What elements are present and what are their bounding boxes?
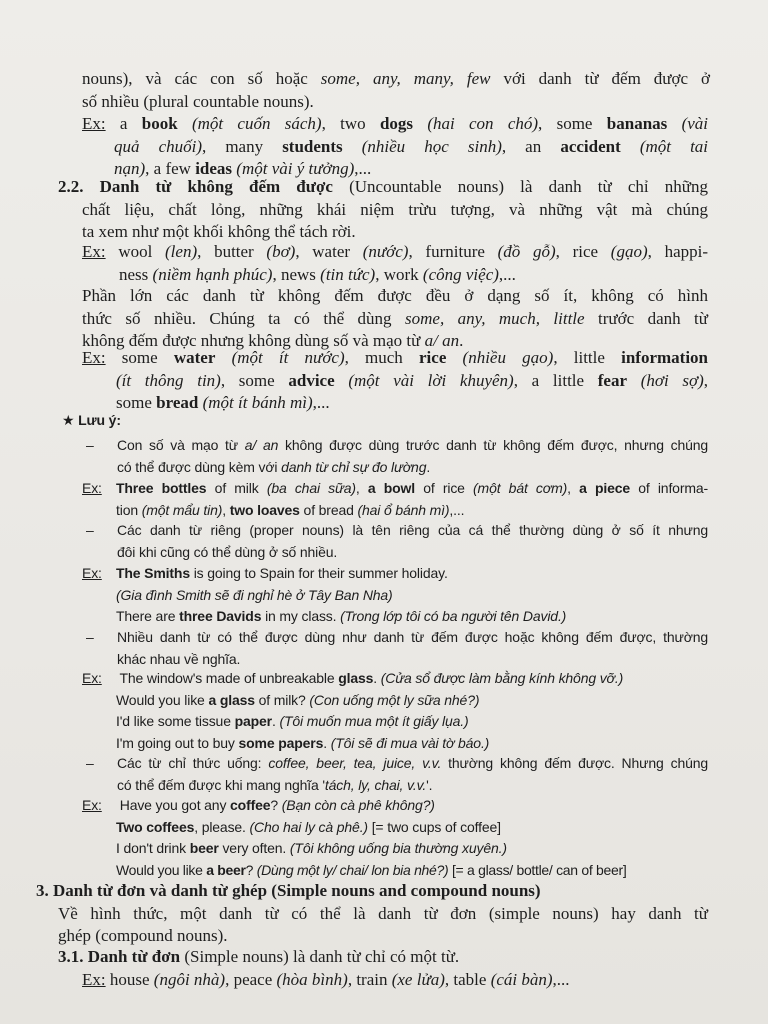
star-icon: ★ xyxy=(62,413,75,429)
intro-paragraph xyxy=(82,68,710,113)
section-heading: 3. Danh từ đơn và danh từ ghép (Simple nouns and compound nouns) xyxy=(36,881,541,900)
example-label: Ex: xyxy=(82,797,102,813)
intro-line-2: số nhiều (plural countable nouns). xyxy=(82,91,314,111)
uncountable-paragraph: Phần lớn các danh từ không đếm được đều ở dạng số ít, không có hình thức số nhiều. Chúng ta có thể dùng some, any, much, little trước danh từ không đếm được nhưng không dùng số và mạo từ a/ an. xyxy=(82,286,708,350)
note-1-example: Ex: Three bottles of milk (ba chai sữa), a bowl of rice (một bát cơm), a piece of informa- tion (một mẩu tin), two loaves of bread (hai ổ bánh mì),... xyxy=(82,480,708,518)
bullet-dash: – xyxy=(86,629,94,645)
bullet-dash: – xyxy=(86,522,94,538)
note-3-example: Ex: The window's made of unbreakable glass. (Cửa sổ được làm bằng kính không vỡ.) Would you like a glass of milk? (Con uống một ly sữa nhé?) I'd like some tissue paper. (Tôi muốn mua một ít giấy lụa.) I'm going out to buy some papers. (Tôi sẽ đi mua vài tờ báo.) xyxy=(82,670,624,751)
note-item-2: – Các danh từ riêng (proper nouns) là tên riêng của cá thể thường dùng ở số ít nhưng đôi khi cũng có thể dùng ở số nhiều. xyxy=(86,522,708,560)
example-uncountable: Ex: wool (len), butter (bơ), water (nước), furniture (đồ gỗ), rice (gạo), happi- ness (niềm hạnh phúc), news (tin tức), work (công việc),... xyxy=(82,242,708,284)
bullet-dash: – xyxy=(86,437,94,453)
section-2-2: 2.2. Danh từ không đếm được (Uncountable nouns) là danh từ chỉ những chất liệu, chất lỏng, những khái niệm trừu tượng, và những vật mà chúng ta xem như một khối không thể tách rời. xyxy=(58,177,708,241)
section-heading: 3.1. Danh từ đơn xyxy=(58,947,181,966)
example-label: Ex: xyxy=(82,114,106,133)
section-heading: 2.2. Danh từ không đếm được xyxy=(58,177,333,196)
example-countable: Ex: a book (một cuốn sách), two dogs (hai con chó), some bananas (vài quả chuối), many students (nhiều học sinh), an accident (một tai nạn), a few ideas (một vài ý tưởng),... xyxy=(82,114,709,178)
note-heading: ★ Lưu ý: xyxy=(62,412,121,429)
example-label: Ex: xyxy=(82,348,106,367)
example-label: Ex: xyxy=(82,480,102,496)
note-item-3: – Nhiều danh từ có thể được dùng như danh từ đếm được hoặc không đếm được, thường khác nhau về nghĩa. xyxy=(86,629,708,667)
bullet-dash: – xyxy=(86,755,94,771)
example-quantifiers: Ex: some water (một ít nước), much rice (nhiều gạo), little information (ít thông tin), some advice (một vài lời khuyên), a little fear (hơi sợ), some bread (một ít bánh mì),... xyxy=(82,348,708,412)
note-2-example: Ex: The Smiths is going to Spain for their summer holiday. (Gia đình Smith sẽ đi nghỉ hè ở Tây Ban Nha) There are three Davids in my class. (Trong lớp tôi có ba người tên David.) xyxy=(82,565,567,624)
example-label: Ex: xyxy=(82,242,106,261)
section-3-1: 3.1. Danh từ đơn (Simple nouns) là danh từ chỉ có một từ. Ex: house (ngôi nhà), peace (hòa bình), train (xe lửa), table (cái bàn),... xyxy=(58,947,570,989)
example-label: Ex: xyxy=(82,565,102,581)
example-label: Ex: xyxy=(82,969,106,989)
section-3: 3. Danh từ đơn và danh từ ghép (Simple nouns and compound nouns) Về hình thức, một danh từ có thể là danh từ đơn (simple nouns) hay danh từ ghép (compound nouns). xyxy=(36,881,708,945)
note-item-1: – Con số và mạo từ a/ an không được dùng trước danh từ không đếm được, nhưng chúng có thể được dùng kèm với danh từ chỉ sự đo lường. xyxy=(86,437,709,475)
note-4-example: Ex: Have you got any coffee? (Bạn còn cà phê không?) Two coffees, please. (Cho hai ly cà phê.) [= two cups of coffee] I don't drink beer very often. (Tôi không uống bia thường xuyên.) Would you like a beer? (Dùng một ly/ chai/ lon bia nhé?) [= a glass/ bottle/ can of beer] xyxy=(82,797,627,878)
example-label: Ex: xyxy=(82,670,102,686)
intro-line-1: nouns), và các con số hoặc some, any, many, few với danh từ đếm được ở xyxy=(82,69,710,88)
note-item-4: – Các từ chỉ thức uống: coffee, beer, tea, juice, v.v. thường không đếm được. Nhưng chúng có thể đếm được khi mang nghĩa 'tách, ly, chai, v.v.'. xyxy=(86,755,708,793)
